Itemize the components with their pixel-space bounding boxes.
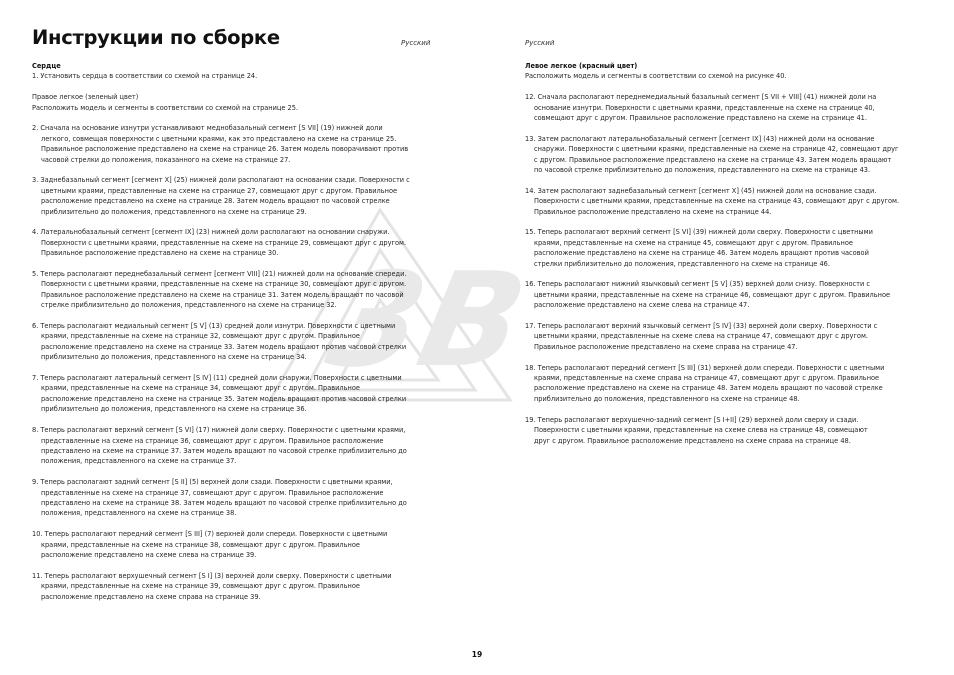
- instruction-step: 11. Теперь располагают верхушечный сегмент [S I] (3) верхней доли сверху. Поверхности с цветными краями, представленные на схеме на странице 39, совмещают друг с другом. Правильное расположение представлено на схеме справа на странице 39.: [32, 571, 392, 601]
- left-column: [32, 61, 432, 612]
- left-lung-intro: Расположить модель и сегменты в соответствии со схемой на рисунке 40.: [525, 72, 787, 81]
- instruction-step: 12. Сначала располагают переднемедиальный базальный сегмент [S VII + VIII] (41) нижней доли на основание изнутри. Поверхности с цветными краями, представленные на схеме на странице 40, совмещают друг с другом. Правильное расположение представлено на схеме на странице 41.: [525, 93, 877, 123]
- instruction-step: 14. Затем располагают заднебазальный сегмент [сегмент X] (45) нижней доли на основание сзади. Поверхности с цветными краями, представленные на схеме на странице 43, совмещают друг с другом. Правильное расположение представлено на схеме на странице 44.: [525, 186, 900, 216]
- instruction-step: 10. Теперь располагают передний сегмент [S III] (7) верхней доли спереди. Поверхности с цветными краями, представленные на схеме на странице 38, совмещают друг с другом. Правильное расположение представлено на схеме слева на странице 39.: [32, 530, 388, 559]
- instruction-step: 4. Латеральнобазальный сегмент [сегмент IX] (23) нижней доли располагают на основании снаружи. Поверхности с цветными краями, представленные на схеме на странице 29, совмещают друг с другом. Правильное расположение представлено на схеме на странице 30.: [32, 228, 407, 258]
- instruction-step: 15. Теперь располагают верхний сегмент [S VI] (39) нижней доли сверху. Поверхности с цветными краями, представленные на схеме на странице 45, совмещают друг с другом. Правильное расположение представлено на схеме на странице 46. Затем модель вращают против часовой стрелки приблизительно до положения, представленного на схеме на странице 46.: [525, 228, 873, 268]
- section-heading-heart: Сердце: [32, 62, 61, 70]
- right-lung-heading: Правое легкое (зеленый цвет): [32, 93, 139, 102]
- instruction-step: 16. Теперь располагают нижний язычковый сегмент [S V] (35) верхней доли снизу. Поверхности с цветными краями, представленные на схеме на странице 46, совмещают друг с другом. Правильное расположение представлено на схеме слева на странице 47.: [525, 280, 891, 310]
- instruction-step: 2. Сначала на основание изнутри устанавливают меднобазальный сегмент [S VII] (19) нижней доли легкого, совмещая поверхности с цветными краями, как это представлено на схеме на странице 25. Правильное расположение представлено на схеме на странице 26. Затем модель поворачивают против часовой стрелки до положения, показанного на схеме на странице 27.: [32, 124, 409, 164]
- language-label-right: Русский: [525, 39, 555, 47]
- right-lung-intro: Расположить модель и сегменты в соответствии со схемой на странице 25.: [32, 103, 299, 112]
- instruction-step: 17. Теперь располагают верхний язычковый сегмент [S IV] (33) верхней доли сверху. Поверхности с цветными краями, представленные на схеме слева на странице 47, совмещают друг с другом. Правильное расположение представлено на схеме справа на странице 47.: [525, 322, 878, 351]
- left-lung-heading: Левое легкое (красный цвет): [525, 62, 638, 70]
- instruction-step: 9. Теперь располагают задний сегмент [S II] (5) верхней доли сзади. Поверхности с цветными краями, представленные на схеме на странице 37, совмещают друг с другом. Правильное расположение представлено на схеме на странице 38. Затем модель вращают по часовой стрелке приблизительно до положения, представленного на схеме на странице 38.: [32, 478, 407, 518]
- instruction-step: 18. Теперь располагают передний сегмент [S III] (31) верхней доли спереди. Поверхности с цветными краями, представленные на схеме справа на странице 47, совмещают друг с другом. Правильное расположение представлено на схеме на странице 48. Затем модель вращают по часовой стрелке приблизительно до положения, представленного на схеме на странице 48.: [525, 363, 885, 403]
- watermark-text: 3B: [316, 245, 538, 397]
- instruction-step: 5. Теперь располагают переднебазальный сегмент [сегмент VIII] (21) нижней доли на основание спереди. Поверхности с цветными краями, представленные на схеме на странице 30, совмещают друг с другом. Правильное расположение представлено на схеме на странице 31. Затем модель вращают по часовой стрелке приблизительно до положения, представленного на схеме на странице 32.: [32, 270, 407, 310]
- page-title: Инструкции по сборке: [32, 26, 280, 49]
- right-column: [525, 61, 925, 456]
- language-label-left: Русский: [401, 39, 431, 47]
- instruction-step: 7. Теперь располагают латеральный сегмент [S IV] (11) средней доли снаружи. Поверхности с цветными краями, представленные на схеме на странице 34, совмещают друг с другом. Правильное расположение представлено на схеме на странице 35. Затем модель вращают против часовой стрелки приблизительно до положения, представленного на схеме на странице 36.: [32, 374, 407, 414]
- page-number: 19: [471, 650, 483, 659]
- instruction-step: 13. Затем располагают латеральнобазальный сегмент [сегмент IX] (43) нижней доли на основание снаружи. Поверхности с цветными краями, представленные на схеме на странице 42, совмещают друг с другом. Правильное расположение представлено на схеме на странице 43. Затем модель вращают по часовой стрелке приблизительно до положения, представленного на схеме на странице 43.: [525, 134, 899, 175]
- instruction-step: 3. Заднебазальный сегмент [сегмент X] (25) нижней доли располагают на основании сзади. Поверхности с цветными краями, представленные на схеме на странице 27, совмещают друг с другом. Правильное расположение представлено на схеме на странице 28. Затем модель вращают по часовой стрелке приблизительно до положения, представленного на схеме на странице 29.: [32, 176, 410, 216]
- instruction-step: 19. Теперь располагают верхушечно-задний сегмент [S I+II] (29) верхней доли сверху и сзади. Поверхности с цветными краями, представленные на схеме слева на странице 48, совмещают друг с другом. Правильное расположение представлено на схеме справа на странице 48.: [525, 415, 868, 445]
- heart-step-1: 1. Установить сердца в соответствии со схемой на странице 24.: [32, 72, 258, 81]
- instruction-step: 8. Теперь располагают верхний сегмент [S VI] (17) нижней доли сверху. Поверхности с цветными краями, представленные на схеме на странице 36, совмещают друг с другом. Правильное расположение представлено на схеме на странице 37. Затем модель вращают по часовой стрелке приблизительно до положения, представленного на схеме на странице 37.: [32, 426, 407, 466]
- instruction-step: 6. Теперь располагают медиальный сегмент [S V] (13) средней доли изнутри. Поверхности с цветными краями, представленные на схеме на странице 32, совмещают друг с другом. Правильное расположение представлено на схеме на странице 33. Затем модель вращают против часовой стрелки приблизительно до положения, представленного на схеме на странице 34.: [32, 322, 407, 362]
